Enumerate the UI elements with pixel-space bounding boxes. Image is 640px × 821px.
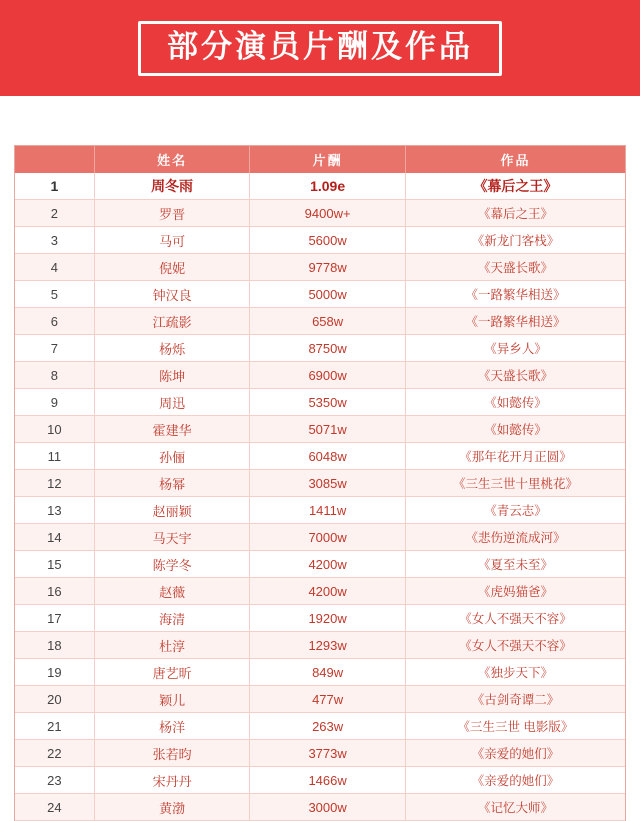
cell-name: 陈学冬 (94, 551, 250, 578)
cell-pay: 5071w (250, 416, 406, 443)
cell-rank: 4 (15, 254, 94, 281)
table-row (15, 254, 625, 281)
cell-pay: 3773w (250, 740, 406, 767)
column-header-rank (15, 146, 94, 173)
cell-pay: 4200w (250, 578, 406, 605)
cell-work: 《女人不强天不容》 (405, 605, 625, 632)
cell-rank: 6 (15, 308, 94, 335)
cell-work: 《如懿传》 (405, 389, 625, 416)
cell-name: 马天宇 (94, 524, 250, 551)
cell-name: 霍建华 (94, 416, 250, 443)
cell-rank: 20 (15, 686, 94, 713)
cell-work: 《青云志》 (405, 497, 625, 524)
cell-pay: 1293w (250, 632, 406, 659)
cell-name: 马可 (94, 227, 250, 254)
table-row (15, 497, 625, 524)
cell-rank: 10 (15, 416, 94, 443)
cell-name: 赵丽颖 (94, 497, 250, 524)
cell-name: 黄渤 (94, 794, 250, 821)
table-row (15, 389, 625, 416)
cell-pay: 3085w (250, 470, 406, 497)
cell-pay: 1.09e (250, 173, 406, 200)
cell-name: 杨烁 (94, 335, 250, 362)
table-row (15, 335, 625, 362)
table-row (15, 686, 625, 713)
cell-name: 赵薇 (94, 578, 250, 605)
cell-pay: 5350w (250, 389, 406, 416)
cell-name: 江疏影 (94, 308, 250, 335)
cell-pay: 7000w (250, 524, 406, 551)
cell-rank: 5 (15, 281, 94, 308)
table-row (15, 443, 625, 470)
table-row (15, 200, 625, 227)
cell-work: 《那年花开月正圆》 (405, 443, 625, 470)
cell-name: 张若昀 (94, 740, 250, 767)
cell-pay: 1411w (250, 497, 406, 524)
table-row (15, 470, 625, 497)
cell-pay: 263w (250, 713, 406, 740)
cell-pay: 477w (250, 686, 406, 713)
cell-rank: 3 (15, 227, 94, 254)
cell-pay: 6900w (250, 362, 406, 389)
cell-work: 《如懿传》 (405, 416, 625, 443)
cell-name: 倪妮 (94, 254, 250, 281)
cell-work: 《古剑奇谭二》 (405, 686, 625, 713)
cell-name: 钟汉良 (94, 281, 250, 308)
cell-rank: 1 (15, 173, 94, 200)
cell-pay: 1466w (250, 767, 406, 794)
cell-rank: 14 (15, 524, 94, 551)
cell-pay: 658w (250, 308, 406, 335)
page-title: 部分演员片酬及作品 (167, 28, 473, 64)
cell-rank: 13 (15, 497, 94, 524)
cell-work: 《独步天下》 (405, 659, 625, 686)
cell-work: 《虎妈猫爸》 (405, 578, 625, 605)
table-row (15, 767, 625, 794)
table-header (15, 146, 625, 173)
table-row (15, 524, 625, 551)
cell-work: 《夏至未至》 (405, 551, 625, 578)
banner-frame (138, 21, 502, 76)
cell-name: 宋丹丹 (94, 767, 250, 794)
cell-pay: 8750w (250, 335, 406, 362)
cell-work: 《幕后之王》 (405, 173, 625, 200)
cell-name: 周迅 (94, 389, 250, 416)
table-row (15, 659, 625, 686)
table-body (15, 173, 625, 821)
cell-rank: 7 (15, 335, 94, 362)
cell-rank: 15 (15, 551, 94, 578)
cell-pay: 5000w (250, 281, 406, 308)
cell-rank: 11 (15, 443, 94, 470)
cell-rank: 17 (15, 605, 94, 632)
cell-pay: 3000w (250, 794, 406, 821)
column-header-pay: 片酬 (250, 146, 406, 173)
cell-rank: 23 (15, 767, 94, 794)
cell-rank: 9 (15, 389, 94, 416)
cell-pay: 9778w (250, 254, 406, 281)
cell-work: 《亲爱的她们》 (405, 740, 625, 767)
cell-name: 颖儿 (94, 686, 250, 713)
cell-rank: 24 (15, 794, 94, 821)
cell-work: 《一路繁华相送》 (405, 308, 625, 335)
column-header-work: 作品 (405, 146, 625, 173)
cell-rank: 18 (15, 632, 94, 659)
cell-rank: 21 (15, 713, 94, 740)
column-header-name: 姓名 (94, 146, 250, 173)
table-row (15, 605, 625, 632)
table-row (15, 173, 625, 200)
cell-name: 陈坤 (94, 362, 250, 389)
table-row (15, 713, 625, 740)
spacer (0, 96, 640, 145)
cell-work: 《天盛长歌》 (405, 254, 625, 281)
cell-rank: 16 (15, 578, 94, 605)
table-row (15, 416, 625, 443)
table-row (15, 578, 625, 605)
cell-rank: 2 (15, 200, 94, 227)
cell-rank: 8 (15, 362, 94, 389)
table-row (15, 281, 625, 308)
cell-name: 周冬雨 (94, 173, 250, 200)
table-header-row (15, 146, 625, 173)
cell-work: 《亲爱的她们》 (405, 767, 625, 794)
cell-name: 杜淳 (94, 632, 250, 659)
cell-work: 《新龙门客栈》 (405, 227, 625, 254)
cell-pay: 9400w+ (250, 200, 406, 227)
cell-pay: 1920w (250, 605, 406, 632)
salary-table-container (14, 145, 626, 821)
cell-work: 《记忆大师》 (405, 794, 625, 821)
cell-name: 唐艺昕 (94, 659, 250, 686)
table-row (15, 308, 625, 335)
salary-table (15, 146, 625, 821)
cell-rank: 22 (15, 740, 94, 767)
cell-work: 《异乡人》 (405, 335, 625, 362)
cell-work: 《女人不强天不容》 (405, 632, 625, 659)
table-row (15, 362, 625, 389)
table-row (15, 632, 625, 659)
cell-work: 《三生三世十里桃花》 (405, 470, 625, 497)
cell-name: 杨幂 (94, 470, 250, 497)
cell-name: 海清 (94, 605, 250, 632)
table-row (15, 740, 625, 767)
table-row (15, 794, 625, 821)
header-banner (0, 0, 640, 96)
table-row (15, 227, 625, 254)
cell-work: 《天盛长歌》 (405, 362, 625, 389)
cell-work: 《悲伤逆流成河》 (405, 524, 625, 551)
cell-name: 罗晋 (94, 200, 250, 227)
cell-pay: 4200w (250, 551, 406, 578)
cell-rank: 12 (15, 470, 94, 497)
cell-pay: 849w (250, 659, 406, 686)
cell-pay: 5600w (250, 227, 406, 254)
cell-work: 《一路繁华相送》 (405, 281, 625, 308)
cell-name: 孙俪 (94, 443, 250, 470)
cell-name: 杨洋 (94, 713, 250, 740)
cell-rank: 19 (15, 659, 94, 686)
cell-pay: 6048w (250, 443, 406, 470)
table-row (15, 551, 625, 578)
cell-work: 《三生三世 电影版》 (405, 713, 625, 740)
cell-work: 《幕后之王》 (405, 200, 625, 227)
